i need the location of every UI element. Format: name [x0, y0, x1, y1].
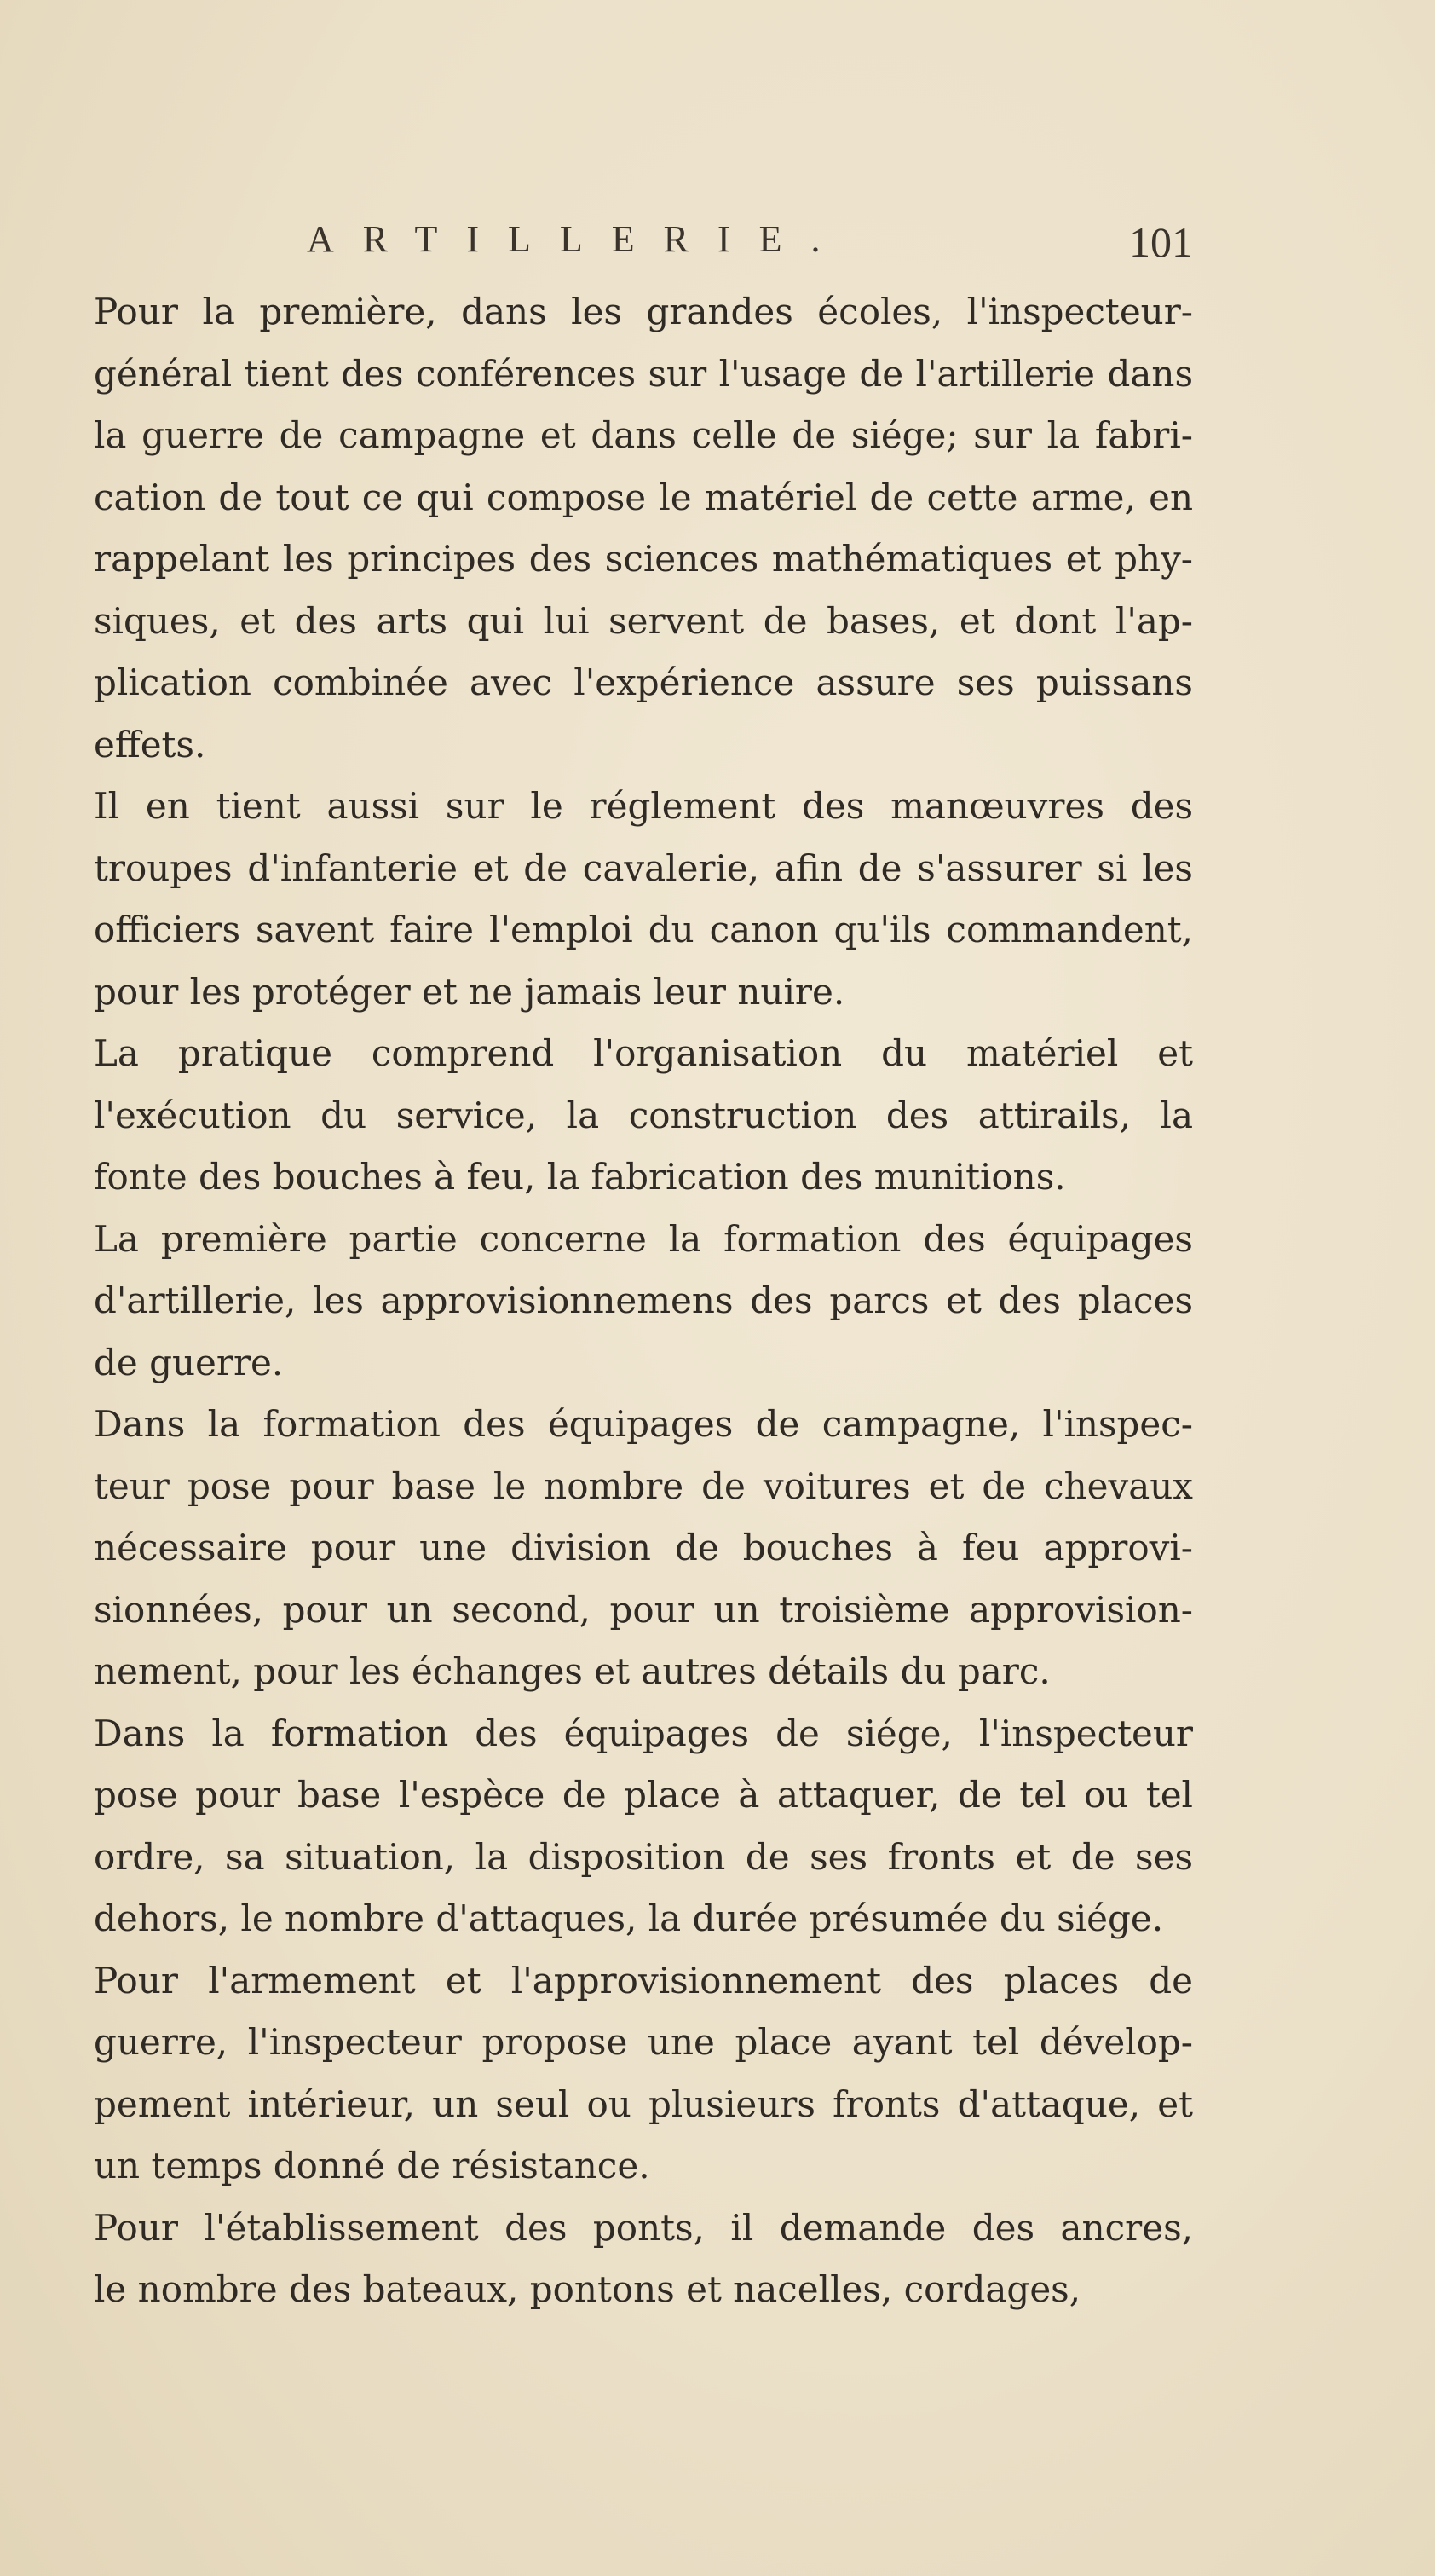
- text-line: ordre, sa situation, la disposition de ses fronts et de ses: [94, 1835, 1193, 1878]
- text-line: Pour l'établissement des ponts, il demande des ancres,: [94, 2206, 1193, 2249]
- text-line: l'exécution du service, la construction des attirails, la: [94, 1094, 1193, 1136]
- paragraph: [94, 1209, 1193, 1395]
- page-header: [94, 217, 1193, 277]
- text-line: Pour l'armement et l'approvisionnement des places de: [94, 1959, 1193, 2001]
- text-line: plication combinée avec l'expérience assure ses puissans: [94, 661, 1193, 703]
- text-line: La première partie concerne la formation des équipages: [94, 1217, 1193, 1260]
- page-number: 101: [1129, 218, 1193, 266]
- text-line: pose pour base l'espèce de place à attaquer, de tel ou tel: [94, 1774, 1193, 1816]
- text-line: nement, pour les échanges et autres détails du parc.: [94, 1650, 1051, 1692]
- text-line: dehors, le nombre d'attaques, la durée présumée du siége.: [94, 1897, 1164, 1939]
- text-line: Il en tient aussi sur le réglement des manœuvres des: [94, 785, 1193, 827]
- text-line: nécessaire pour une division de bouches à feu approvi-: [94, 1527, 1193, 1568]
- text-line: fonte des bouches à feu, la fabrication des munitions.: [94, 1156, 1066, 1198]
- text-line: Pour la première, dans les grandes écoles, l'inspecteur-: [94, 291, 1193, 332]
- paragraph: [94, 1703, 1193, 1950]
- running-title: ARTILLERIE.: [307, 218, 850, 260]
- page-body: [94, 281, 1193, 2321]
- text-line: cation de tout ce qui compose le matériel de cette arme, en: [94, 476, 1193, 518]
- text-line: troupes d'infanterie et de cavalerie, afin de s'assurer si les: [94, 846, 1193, 889]
- paragraph: [94, 776, 1193, 1023]
- paragraph: [94, 2198, 1193, 2321]
- text-line: la guerre de campagne et dans celle de siége; sur la fabri-: [94, 414, 1193, 456]
- text-line: effets.: [94, 723, 206, 765]
- text-line: teur pose pour base le nombre de voitures et de chevaux: [94, 1464, 1193, 1507]
- text-line: sionnées, pour un second, pour un troisième approvision-: [94, 1588, 1193, 1631]
- text-line: le nombre des bateaux, pontons et nacelles, cordages,: [94, 2268, 1081, 2310]
- text-line: d'artillerie, les approvisionnemens des parcs et des places: [94, 1279, 1193, 1321]
- text-line: Dans la formation des équipages de campagne, l'inspec-: [94, 1403, 1193, 1445]
- text-line: La pratique comprend l'organisation du matériel et: [94, 1032, 1193, 1074]
- text-line: pour les protéger et ne jamais leur nuire.: [94, 970, 845, 1013]
- paragraph: [94, 1394, 1193, 1703]
- text-line: pement intérieur, un seul ou plusieurs fronts d'attaque, et: [94, 2082, 1193, 2125]
- text-line: guerre, l'inspecteur propose une place ayant tel dévelop-: [94, 2021, 1193, 2063]
- text-line: de guerre.: [94, 1341, 284, 1383]
- text-line: officiers savent faire l'emploi du canon qu'ils commandent,: [94, 909, 1193, 950]
- paragraph: [94, 1023, 1193, 1209]
- paragraph: [94, 1950, 1193, 2198]
- paragraph: [94, 281, 1193, 776]
- text-line: Dans la formation des équipages de siége, l'inspecteur: [94, 1712, 1193, 1754]
- text-line: rappelant les principes des sciences mathématiques et phy-: [94, 538, 1193, 580]
- text-line: un temps donné de résistance.: [94, 2145, 650, 2186]
- text-line: siques, et des arts qui lui servent de bases, et dont l'ap-: [94, 599, 1193, 642]
- text-line: général tient des conférences sur l'usage de l'artillerie dans: [94, 352, 1193, 395]
